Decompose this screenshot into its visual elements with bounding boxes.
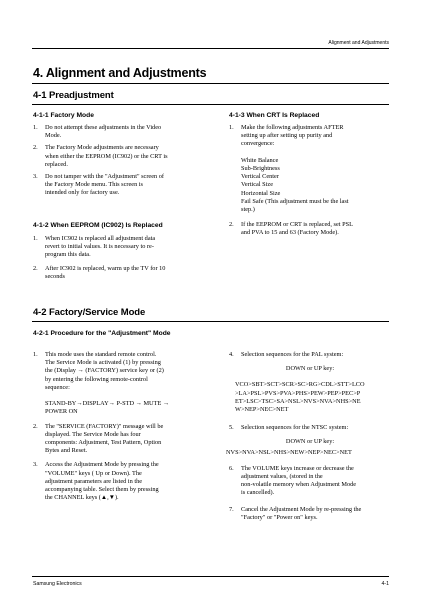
list-item	[33, 235, 213, 260]
item-text: Selection sequences for the NTSC system:	[241, 424, 349, 432]
item-text: The Factory Mode adjustments are necessary when either the EEPROM (IC902) or the CRT is replaced.	[45, 144, 168, 168]
item-text: The VOLUME keys increase or decrease the adjustment values, (stored in the non-volatile memory when Adjustment Mode is cancelled).	[241, 464, 357, 497]
item-text: Make the following adjustments AFTER setting up after setting up purity and convergence: White Balance Sub-Brightness Vertical Center Vertical Size Horizontal Size Fail Safe (This adjustment must be the last step.)	[241, 124, 349, 214]
chapter-title: 4. Alignment and Adjustments	[33, 66, 207, 80]
item-number: 6.	[229, 464, 234, 472]
item-text: Do not attempt these adjustments in the Video Mode.	[45, 124, 162, 140]
item-text: If the EEPROM or CRT is replaced, set PSL and PVA to 15 and 63 (Factory Mode).	[241, 221, 353, 237]
ntsc-keys-label: DOWN or UP key:	[285, 438, 335, 446]
running-header: Alignment and Adjustments	[328, 40, 389, 46]
eeprom-list	[33, 235, 213, 281]
item-text: After IC902 is replaced, warm up the TV for 10 seconds	[45, 264, 166, 280]
item-number: 1.	[229, 124, 234, 131]
section-4-2-rule	[32, 321, 389, 322]
item-number: 1.	[33, 124, 38, 131]
chapter-rule	[32, 83, 389, 84]
list-item	[229, 465, 391, 498]
subsection-4-2-1-title: 4-2-1 Procedure for the "Adjustment" Mode	[33, 330, 171, 337]
adjustment-mode-left-list	[33, 351, 213, 502]
item-number: 2.	[33, 264, 38, 272]
footer-rule	[32, 576, 389, 577]
item-number: 5.	[229, 424, 234, 432]
subsection-4-1-3-title: 4-1-3 When CRT Is Replaced	[229, 112, 320, 119]
crt-list	[229, 124, 389, 238]
factory-mode-list	[33, 124, 213, 198]
subsection-4-1-2-title: 4-1-2 When EEPROM (IC902) Is Replaced	[33, 222, 163, 229]
list-item	[229, 506, 391, 522]
list-item	[33, 461, 213, 502]
item-number: 4.	[229, 351, 234, 358]
item-text: The "SERVICE (FACTORY)" message will be displayed. The Service Mode has four components: Adjustment, Test Pattern, Option Bytes and Reset.	[45, 422, 164, 455]
item-text: Access the Adjustment Mode by pressing the "VOLUME" keys ( Up or Down). The adjustment parameters are listed in the accompanying table. Select them by pressing the CHANNEL keys (▲,▼).	[45, 461, 159, 502]
list-item	[229, 124, 389, 214]
section-4-1-rule	[32, 104, 389, 105]
list-item	[229, 351, 391, 359]
pal-keys-label: DOWN or UP key:	[285, 365, 335, 373]
item-number: 1.	[33, 235, 38, 242]
list-item	[229, 424, 391, 432]
item-text: Selection sequences for the PAL system:	[241, 351, 344, 358]
item-number: 2.	[33, 422, 38, 430]
header-rule	[32, 48, 389, 49]
list-item	[33, 423, 213, 456]
list-item	[33, 265, 213, 281]
list-item	[229, 221, 389, 237]
list-item	[33, 124, 213, 140]
item-text: This mode uses the standard remote control. The Service Mode is activated (1) by pressing the (Display → (FACTORY) service key or (2) by entering the following remote-control sequence: STAND-BY→DISPLAY→ P-STD → MUTE → POWER ON	[45, 351, 170, 416]
item-text: Do not tamper with the "Adjustment" screen of the Factory Mode menu. This screen is intended only for factory use.	[45, 173, 164, 197]
item-number: 2.	[33, 144, 38, 152]
ntsc-sequence: NVS>NVA>NSL>NHS>NEW>NEP>NEC>NET	[226, 448, 352, 456]
item-number: 3.	[33, 461, 38, 469]
subsection-4-1-1-title: 4-1-1 Factory Mode	[33, 112, 94, 119]
page-number: 4-1	[381, 581, 389, 587]
item-number: 2.	[229, 221, 234, 229]
item-number: 7.	[229, 505, 234, 513]
item-text: When IC902 is replaced all adjustment data revert to initial values. It is necessary to re- program this data.	[45, 235, 156, 259]
adjustment-mode-right-list	[226, 351, 391, 522]
section-4-1-title: 4-1 Preadjustment	[33, 90, 114, 101]
list-item	[33, 351, 213, 417]
item-number: 3.	[33, 173, 38, 181]
section-4-2-title: 4-2 Factory/Service Mode	[33, 307, 146, 318]
item-number: 1.	[33, 351, 38, 358]
item-text: Cancel the Adjustment Mode by re-pressing the "Factory" or "Power on" keys.	[241, 505, 362, 521]
footer-company: Samsung Electronics	[33, 581, 82, 587]
list-item	[33, 144, 213, 169]
pal-sequence: VCO>SBT>SCT>SCR>SC>RG>CDL>STT>LCO >LA>PSL>PVS>PVA>PHS>PEW>PEP>PEC>P ET>LSC>TSC>SA>NSL>NVS>NVA>NHS>NE W>NEP>NEC>NET	[235, 381, 365, 414]
list-item	[33, 173, 213, 198]
